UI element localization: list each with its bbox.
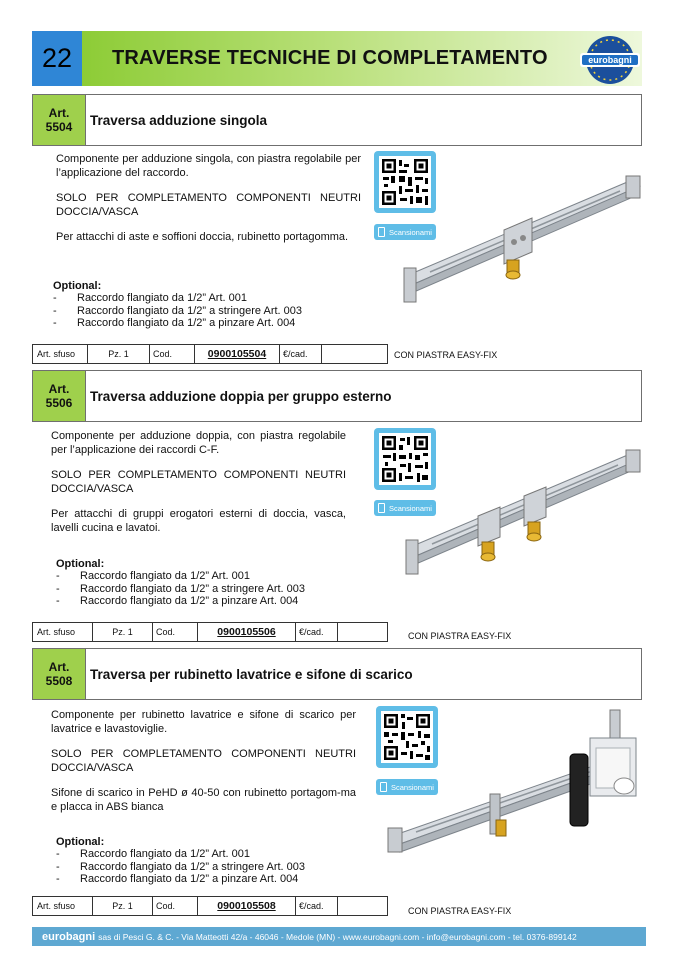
order-row <box>32 344 388 364</box>
footer-brand: eurobagni <box>42 930 96 943</box>
description-paragraph: Componente per adduzione doppia, con piastra regolabile per l’applicazione dei raccordi C-F. <box>51 430 346 456</box>
art-label: Art. <box>48 660 70 674</box>
list-item: - Raccordo flangiato da 1/2” Art. 001 <box>53 292 373 305</box>
list-item: - Raccordo flangiato da 1/2” a pinzare Art. 004 <box>56 873 376 886</box>
easy-fix-note: CON PIASTRA EASY-FIX <box>408 631 512 641</box>
product-image <box>402 444 646 584</box>
art-sfuso-cell: Art. sfuso <box>33 897 93 915</box>
pieces-cell: Pz. 1 <box>93 897 153 915</box>
footer-contacts: sas di Pesci G. & C. - Via Matteotti 42/a - 46046 - Medole (MN) - www.eurobagni.com - info@eurobagni.com - tel. 0376-899142 <box>98 931 577 942</box>
code-label-cell: Cod. <box>150 345 195 363</box>
description-paragraph: Componente per rubinetto lavatrice e sifone di scarico per lavatrice e lavastoviglie. <box>51 709 356 735</box>
page-number: 22 <box>32 31 82 86</box>
order-row <box>32 896 388 916</box>
art-label: Art. <box>48 106 70 120</box>
description-paragraph: Per attacchi di aste e soffioni doccia, rubinetto portagomma. <box>56 231 349 243</box>
description-paragraph: SOLO PER COMPLETAMENTO COMPONENTI NEUTRI DOCCIA/VASCA <box>56 192 361 218</box>
optional-block <box>56 836 376 886</box>
eurobagni-logo <box>578 34 642 86</box>
page-title: TRAVERSE TECNICHE DI COMPLETAMENTO <box>112 47 548 69</box>
art-number: 5506 <box>45 396 73 410</box>
description-paragraph: Sifone di scarico in PeHD ø 40-50 con rubinetto portagom-ma e placca in ABS bianca <box>51 787 356 813</box>
easy-fix-note: CON PIASTRA EASY-FIX <box>408 906 512 916</box>
product-image <box>400 168 646 310</box>
product-image <box>384 708 646 858</box>
phone-icon <box>378 503 385 513</box>
scan-label: Scansionami <box>391 782 434 792</box>
scan-label: Scansionami <box>389 227 432 237</box>
logo-text: eurobagni <box>588 55 632 65</box>
section-title: Traversa adduzione singola <box>86 94 642 146</box>
code-label-cell: Cod. <box>153 623 198 641</box>
description <box>51 709 356 826</box>
price-unit-cell: €/cad. <box>280 345 322 363</box>
description-paragraph: SOLO PER COMPLETAMENTO COMPONENTI NEUTRI DOCCIA/VASCA <box>51 748 356 774</box>
article-box-5504 <box>32 94 86 146</box>
optional-list <box>53 292 373 330</box>
list-item: - Raccordo flangiato da 1/2” a stringere Art. 003 <box>53 305 373 318</box>
list-item: - Raccordo flangiato da 1/2” a stringere Art. 003 <box>56 583 376 596</box>
list-item: - Raccordo flangiato da 1/2” Art. 001 <box>56 848 376 861</box>
scan-label: Scansionami <box>389 503 432 513</box>
section-title: Traversa per rubinetto lavatrice e sifone di scarico <box>86 648 642 700</box>
list-item: - Raccordo flangiato da 1/2” a pinzare Art. 004 <box>53 317 373 330</box>
price-cell <box>338 897 387 915</box>
article-box-5506 <box>32 370 86 422</box>
description-paragraph: SOLO PER COMPLETAMENTO COMPONENTI NEUTRI DOCCIA/VASCA <box>51 469 346 495</box>
price-cell <box>338 623 387 641</box>
optional-list <box>56 848 376 886</box>
pieces-cell: Pz. 1 <box>88 345 150 363</box>
easy-fix-note: CON PIASTRA EASY-FIX <box>394 350 498 360</box>
optional-block <box>53 280 373 330</box>
optional-title: Optional: <box>53 280 102 292</box>
art-number: 5508 <box>45 674 73 688</box>
description <box>51 430 346 547</box>
description-paragraph: Per attacchi di gruppi erogatori esterni di doccia, vasca, lavelli cucina e lavatoi. <box>51 508 346 534</box>
article-box-5508 <box>32 648 86 700</box>
list-item: - Raccordo flangiato da 1/2” Art. 001 <box>56 570 376 583</box>
footer <box>32 927 646 946</box>
price-cell <box>322 345 387 363</box>
art-label: Art. <box>48 382 70 396</box>
art-number: 5504 <box>45 120 73 134</box>
optional-title: Optional: <box>56 558 105 570</box>
optional-list <box>56 570 376 608</box>
price-unit-cell: €/cad. <box>296 623 338 641</box>
art-sfuso-cell: Art. sfuso <box>33 623 93 641</box>
description-paragraph: Componente per adduzione singola, con piastra regolabile per l’applicazione del raccordo. <box>56 153 361 179</box>
product-code: 0900105508 <box>198 897 296 915</box>
list-item: - Raccordo flangiato da 1/2” a pinzare Art. 004 <box>56 595 376 608</box>
order-row <box>32 622 388 642</box>
description <box>56 153 361 257</box>
phone-icon <box>378 227 385 237</box>
optional-title: Optional: <box>56 836 105 848</box>
section-title: Traversa adduzione doppia per gruppo esterno <box>86 370 642 422</box>
list-item: - Raccordo flangiato da 1/2” a stringere Art. 003 <box>56 861 376 874</box>
art-sfuso-cell: Art. sfuso <box>33 345 88 363</box>
pieces-cell: Pz. 1 <box>93 623 153 641</box>
product-code: 0900105506 <box>198 623 296 641</box>
product-code: 0900105504 <box>195 345 280 363</box>
code-label-cell: Cod. <box>153 897 198 915</box>
price-unit-cell: €/cad. <box>296 897 338 915</box>
optional-block <box>56 558 376 608</box>
